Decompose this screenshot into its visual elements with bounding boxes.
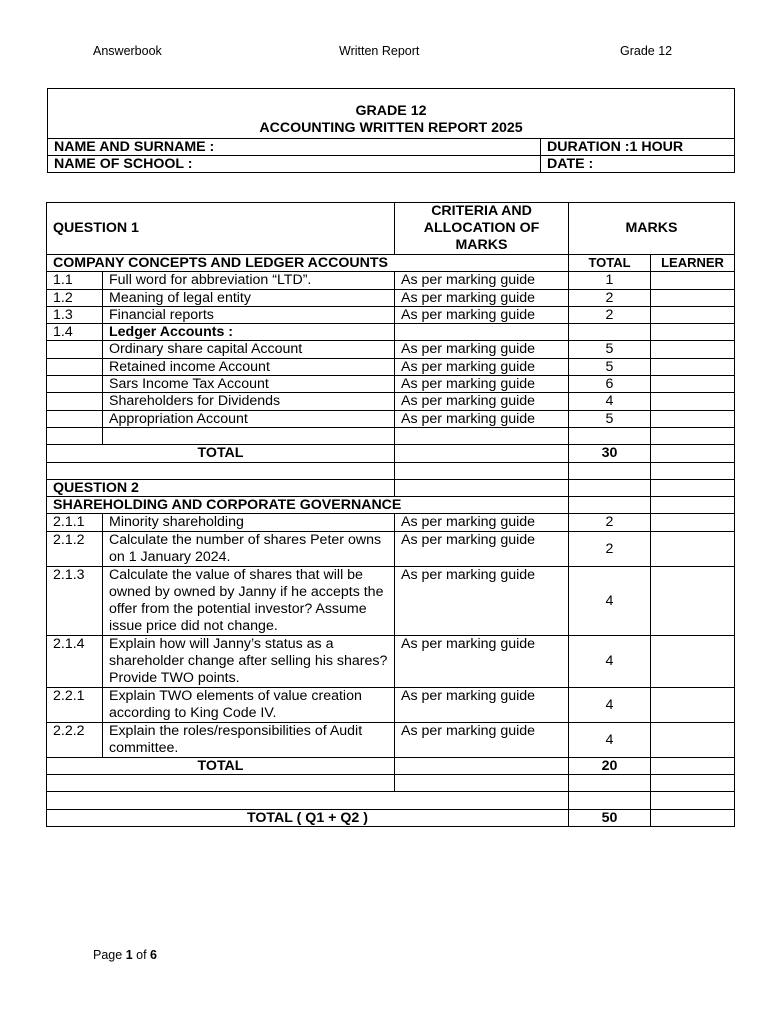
q1-total-label: TOTAL [47, 445, 395, 462]
blank-row [47, 792, 735, 809]
title-grade: GRADE 12 [355, 103, 427, 119]
learner-marks[interactable] [651, 514, 735, 531]
criteria-cell: As per marking guide [395, 410, 569, 427]
criteria-cell: As per marking guide [395, 376, 569, 393]
question-description: Minority shareholding [103, 514, 395, 531]
table-row [47, 410, 735, 427]
total-marks: 4 [569, 635, 651, 687]
blank-row [47, 775, 735, 792]
question-number: 2.2.2 [47, 722, 103, 757]
learner-marks[interactable] [651, 341, 735, 358]
question-number: 1.4 [47, 324, 103, 341]
table-row [47, 635, 735, 687]
criteria-cell: As per marking guide [395, 358, 569, 375]
total-marks: 2 [569, 306, 651, 323]
duration-field: DURATION :1 HOUR [541, 139, 735, 156]
page-number: 1 [125, 948, 133, 962]
page-header [0, 44, 768, 60]
marks-heading: MARKS [569, 203, 735, 255]
learner-marks[interactable] [651, 722, 735, 757]
question-description: Shareholders for Dividends [103, 393, 395, 410]
learner-marks[interactable] [651, 272, 735, 289]
table-row [47, 531, 735, 566]
total-marks: 2 [569, 514, 651, 531]
question-number [47, 376, 103, 393]
q2-heading: QUESTION 2 [47, 479, 395, 496]
criteria-cell: As per marking guide [395, 393, 569, 410]
learner-marks[interactable] [651, 289, 735, 306]
q2-learner-total[interactable] [651, 757, 735, 774]
grand-total-label: TOTAL ( Q1 + Q2 ) [47, 809, 569, 826]
total-marks [569, 324, 651, 341]
question-number: 2.1.1 [47, 514, 103, 531]
table-row [47, 722, 735, 757]
criteria-cell [395, 324, 569, 341]
criteria-cell: As per marking guide [395, 687, 569, 722]
page-total: 6 [150, 948, 157, 962]
total-marks: 5 [569, 410, 651, 427]
name-field[interactable]: NAME AND SURNAME : [48, 139, 541, 156]
header-left: Answerbook [93, 44, 162, 58]
criteria-cell: As per marking guide [395, 722, 569, 757]
header-right: Grade 12 [620, 44, 673, 58]
criteria-cell: As per marking guide [395, 272, 569, 289]
question-number [47, 410, 103, 427]
criteria-cell: As per marking guide [395, 306, 569, 323]
question-description: Retained income Account [103, 358, 395, 375]
question-description: Explain TWO elements of value creation according to King Code IV. [103, 687, 395, 722]
question-description: Full word for abbreviation “LTD”. [103, 272, 395, 289]
question-number: 2.1.4 [47, 635, 103, 687]
question-number [47, 341, 103, 358]
question-number [47, 393, 103, 410]
criteria-cell: As per marking guide [395, 566, 569, 635]
page-word: Page [93, 948, 123, 962]
question-description: Financial reports [103, 306, 395, 323]
total-marks: 2 [569, 289, 651, 306]
question-description: Calculate the value of shares that will be owned by owned by Janny if he accepts the offer from the potential investor? Assume issue price did not change. [103, 566, 395, 635]
learner-marks[interactable] [651, 635, 735, 687]
total-marks: 5 [569, 341, 651, 358]
total-marks: 5 [569, 358, 651, 375]
q1-learner-total[interactable] [651, 445, 735, 462]
table-row [47, 376, 735, 393]
question-description: Explain how will Janny’s status as a shareholder change after selling his shares? Provide TWO points. [103, 635, 395, 687]
q2-total-row [47, 757, 735, 774]
q2-total-value: 20 [569, 757, 651, 774]
criteria-cell: As per marking guide [395, 289, 569, 306]
total-marks: 6 [569, 376, 651, 393]
table-row [47, 687, 735, 722]
info-table [47, 88, 735, 173]
learner-marks[interactable] [651, 531, 735, 566]
total-marks: 4 [569, 722, 651, 757]
learner-marks[interactable] [651, 410, 735, 427]
q1-total-row [47, 445, 735, 462]
table-row [47, 341, 735, 358]
question-description: Appropriation Account [103, 410, 395, 427]
total-marks: 4 [569, 393, 651, 410]
school-field[interactable]: NAME OF SCHOOL : [48, 156, 541, 173]
report-title [48, 89, 735, 139]
header-center: Written Report [339, 44, 420, 58]
criteria-cell: As per marking guide [395, 341, 569, 358]
question-description: Ledger Accounts : [103, 324, 395, 341]
table-row [47, 358, 735, 375]
criteria-cell: As per marking guide [395, 531, 569, 566]
marks-table [46, 202, 735, 827]
learner-marks[interactable] [651, 306, 735, 323]
total-column-header: TOTAL [569, 255, 651, 272]
q1-section-title: COMPANY CONCEPTS AND LEDGER ACCOUNTS [47, 255, 569, 272]
title-report: ACCOUNTING WRITTEN REPORT 2025 [259, 120, 523, 136]
of-word: of [136, 948, 147, 962]
total-marks: 1 [569, 272, 651, 289]
question-number: 1.2 [47, 289, 103, 306]
q1-heading: QUESTION 1 [47, 203, 395, 255]
table-row [47, 514, 735, 531]
criteria-cell: As per marking guide [395, 514, 569, 531]
table-row [47, 306, 735, 323]
page-footer [93, 948, 157, 962]
date-field[interactable]: DATE : [541, 156, 735, 173]
question-description: Calculate the number of shares Peter owns on 1 January 2024. [103, 531, 395, 566]
criteria-cell: As per marking guide [395, 635, 569, 687]
question-number: 2.2.1 [47, 687, 103, 722]
table-row [47, 272, 735, 289]
q2-total-label: TOTAL [47, 757, 395, 774]
grand-total-value: 50 [569, 809, 651, 826]
blank-row [47, 427, 735, 444]
learner-marks[interactable] [651, 566, 735, 635]
learner-marks[interactable] [651, 324, 735, 341]
learner-marks[interactable] [651, 687, 735, 722]
grand-total-learner[interactable] [651, 809, 735, 826]
question-description: Meaning of legal entity [103, 289, 395, 306]
table-row [47, 324, 735, 341]
learner-marks[interactable] [651, 376, 735, 393]
blank-row [47, 462, 735, 479]
total-marks: 4 [569, 566, 651, 635]
table-row [47, 289, 735, 306]
question-description: Explain the roles/responsibilities of Audit committee. [103, 722, 395, 757]
q2-section-title: SHAREHOLDING AND CORPORATE GOVERNANCE [47, 497, 569, 514]
question-description: Sars Income Tax Account [103, 376, 395, 393]
grand-total-row [47, 809, 735, 826]
learner-column-header: LEARNER [651, 255, 735, 272]
criteria-heading: CRITERIA AND ALLOCATION OF MARKS [395, 203, 569, 255]
learner-marks[interactable] [651, 393, 735, 410]
question-number: 1.1 [47, 272, 103, 289]
question-number: 1.3 [47, 306, 103, 323]
total-marks: 4 [569, 687, 651, 722]
table-row [47, 393, 735, 410]
question-description: Ordinary share capital Account [103, 341, 395, 358]
total-marks: 2 [569, 531, 651, 566]
question-number [47, 358, 103, 375]
question-number: 2.1.2 [47, 531, 103, 566]
table-row [47, 566, 735, 635]
learner-marks[interactable] [651, 358, 735, 375]
q1-total-value: 30 [569, 445, 651, 462]
question-number: 2.1.3 [47, 566, 103, 635]
